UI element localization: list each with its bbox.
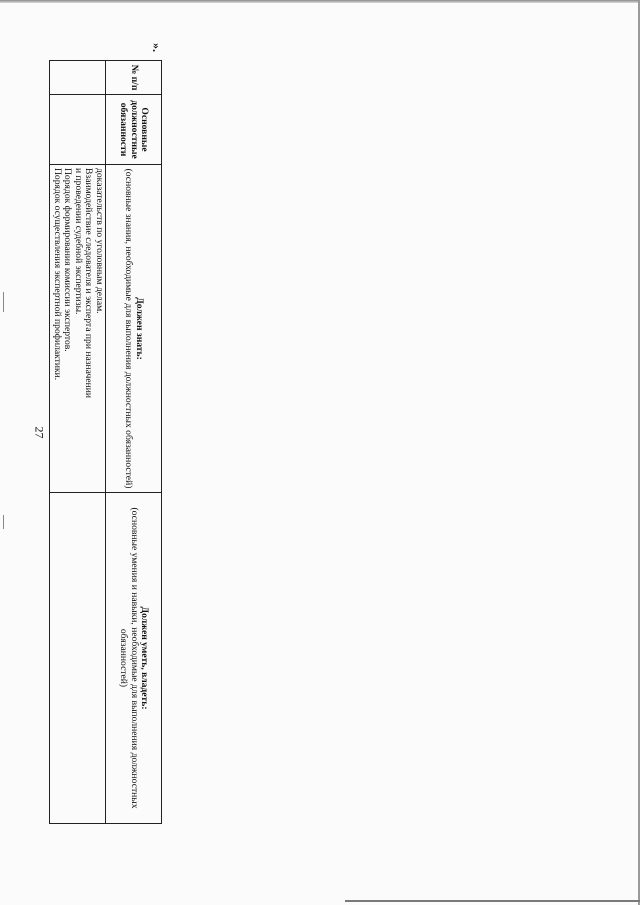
duties-table [50, 60, 163, 824]
header-knowledge [106, 165, 162, 493]
header-num: № п/п [106, 61, 162, 95]
knowledge-line: доказательств по уголовным делам. [94, 168, 105, 314]
header-skills-subtitle: (основные умения и навыки, необходимые для выполнения должностных обязанностей) [118, 507, 140, 809]
duties-table-container [52, 60, 162, 823]
table-header-row [106, 61, 162, 824]
header-knowledge-subtitle: (основные знания, необходимые для выполнения должностных обязанностей) [123, 168, 135, 489]
closing-quote-mark: ». [150, 43, 164, 52]
header-skills [106, 493, 162, 824]
table-row [50, 61, 106, 824]
knowledge-line: Порядок осуществления экспертной профилактики. [52, 168, 63, 381]
header-duties: Основные должностные обязанности [106, 95, 162, 165]
knowledge-line: Порядок формирования комиссии экспертов. [62, 168, 74, 352]
header-knowledge-title: Должен знать: [134, 297, 145, 360]
page-bottom-edge [345, 900, 640, 902]
cell-skills [50, 493, 106, 824]
knowledge-line: Взаимодействие следователя и эксперта при назначении [83, 168, 95, 399]
cell-knowledge [50, 165, 106, 493]
page-number: 27 [32, 426, 47, 439]
page-top-edge [0, 0, 640, 3]
header-skills-title: Должен уметь, владеть: [139, 606, 151, 710]
scan-speck [3, 292, 4, 312]
cell-duties [50, 95, 106, 165]
cell-num [50, 61, 106, 95]
knowledge-line: и проведении судебной экспертизы. [73, 168, 84, 315]
scan-speck [3, 515, 4, 529]
